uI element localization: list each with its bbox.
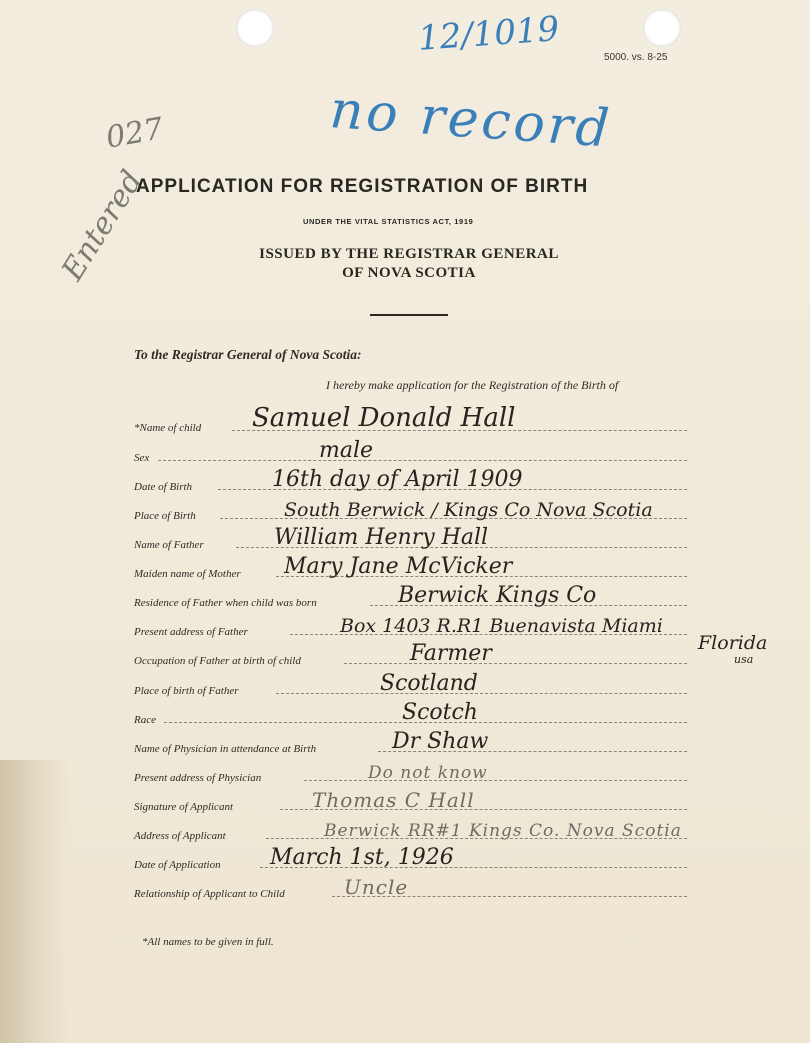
field-label: Maiden name of Mother bbox=[134, 568, 241, 580]
field-label: Race bbox=[134, 714, 156, 726]
punch-hole-right bbox=[643, 9, 681, 47]
field-value: Uncle bbox=[344, 875, 409, 899]
field-sex bbox=[134, 438, 687, 464]
field-label: Place of Birth bbox=[134, 510, 196, 522]
field-label: *Name of child bbox=[134, 422, 202, 434]
field-label: Date of Birth bbox=[134, 481, 193, 493]
field-value: Mary Jane McVicker bbox=[284, 554, 513, 579]
field-value: Do not know bbox=[368, 763, 488, 783]
field-address-of-applicant bbox=[134, 820, 687, 842]
footnote: *All names to be given in full. bbox=[142, 936, 274, 948]
field-label: Name of Physician in attendance at Birth bbox=[134, 743, 317, 755]
field-value: South Berwick / Kings Co Nova Scotia bbox=[284, 499, 653, 521]
field-label: Place of birth of Father bbox=[134, 685, 239, 697]
margin-number-annotation: 027 bbox=[103, 111, 166, 156]
field-line bbox=[304, 780, 687, 781]
field-present-address-of-physician bbox=[134, 762, 687, 784]
field-value: Thomas C Hall bbox=[312, 788, 475, 812]
field-relationship-of-applicant bbox=[134, 875, 687, 900]
torn-edge bbox=[0, 760, 70, 1043]
field-value: Berwick RR#1 Kings Co. Nova Scotia bbox=[324, 821, 682, 841]
field-race bbox=[134, 700, 687, 726]
field-value: Box 1403 R.R1 Buenavista Miami bbox=[340, 615, 663, 637]
field-label: Present address of Father bbox=[134, 626, 248, 638]
field-value: Scotch bbox=[402, 700, 478, 725]
field-label: Residence of Father when child was born bbox=[134, 597, 317, 609]
field-label: Present address of Physician bbox=[134, 772, 262, 784]
field-date-of-application bbox=[134, 845, 687, 871]
field-line bbox=[276, 693, 687, 694]
entered-annotation: Entered bbox=[55, 164, 150, 287]
no-record-annotation: no record bbox=[327, 80, 614, 160]
field-place-of-birth-of-father bbox=[134, 671, 687, 697]
field-residence-of-father bbox=[134, 583, 687, 609]
field-name-of-father bbox=[134, 525, 687, 551]
field-signature-of-applicant bbox=[134, 788, 687, 813]
issued-by-line-1: ISSUED BY THE REGISTRAR GENERAL bbox=[259, 246, 559, 262]
form-title: APPLICATION FOR REGISTRATION OF BIRTH bbox=[136, 176, 589, 197]
punch-hole-left bbox=[236, 9, 274, 47]
field-label: Occupation of Father at birth of child bbox=[134, 655, 301, 667]
field-line bbox=[344, 663, 687, 664]
field-maiden-name-of-mother bbox=[134, 554, 687, 580]
intro-statement: I hereby make application for the Registration of the Birth of bbox=[326, 378, 619, 392]
field-label: Date of Application bbox=[134, 859, 221, 871]
father-address-continuation-state: Florida bbox=[698, 632, 768, 654]
field-label: Signature of Applicant bbox=[134, 801, 233, 813]
form-code: 5000. vs. 8-25 bbox=[604, 52, 668, 63]
field-value: 16th day of April 1909 bbox=[272, 467, 523, 492]
addressee: To the Registrar General of Nova Scotia: bbox=[134, 347, 362, 362]
field-label: Address of Applicant bbox=[134, 830, 226, 842]
field-label: Name of Father bbox=[134, 539, 204, 551]
father-address-continuation-country: usa bbox=[734, 653, 754, 666]
field-occupation-of-father bbox=[134, 641, 687, 667]
field-date-of-birth bbox=[134, 467, 687, 493]
field-value: Scotland bbox=[380, 671, 478, 696]
top-number-annotation: 12/1019 bbox=[416, 9, 561, 59]
field-name-of-child bbox=[134, 403, 687, 434]
field-value: March 1st, 1926 bbox=[270, 845, 454, 870]
field-label: Relationship of Applicant to Child bbox=[134, 888, 285, 900]
field-name-of-physician bbox=[134, 729, 687, 755]
field-present-address-of-father bbox=[134, 616, 687, 638]
field-value: Berwick Kings Co bbox=[398, 583, 597, 608]
field-value: William Henry Hall bbox=[274, 525, 489, 550]
header-divider bbox=[370, 314, 448, 316]
field-value: Samuel Donald Hall bbox=[252, 403, 516, 433]
field-line bbox=[158, 460, 687, 461]
field-label: Sex bbox=[134, 452, 150, 464]
form-subtitle: UNDER THE VITAL STATISTICS ACT, 1919 bbox=[303, 217, 474, 226]
field-place-of-birth bbox=[134, 500, 687, 522]
field-value: Dr Shaw bbox=[392, 729, 489, 754]
issued-by-line-2: OF NOVA SCOTIA bbox=[342, 265, 476, 281]
field-value: male bbox=[319, 438, 374, 463]
field-value: Farmer bbox=[410, 641, 492, 666]
